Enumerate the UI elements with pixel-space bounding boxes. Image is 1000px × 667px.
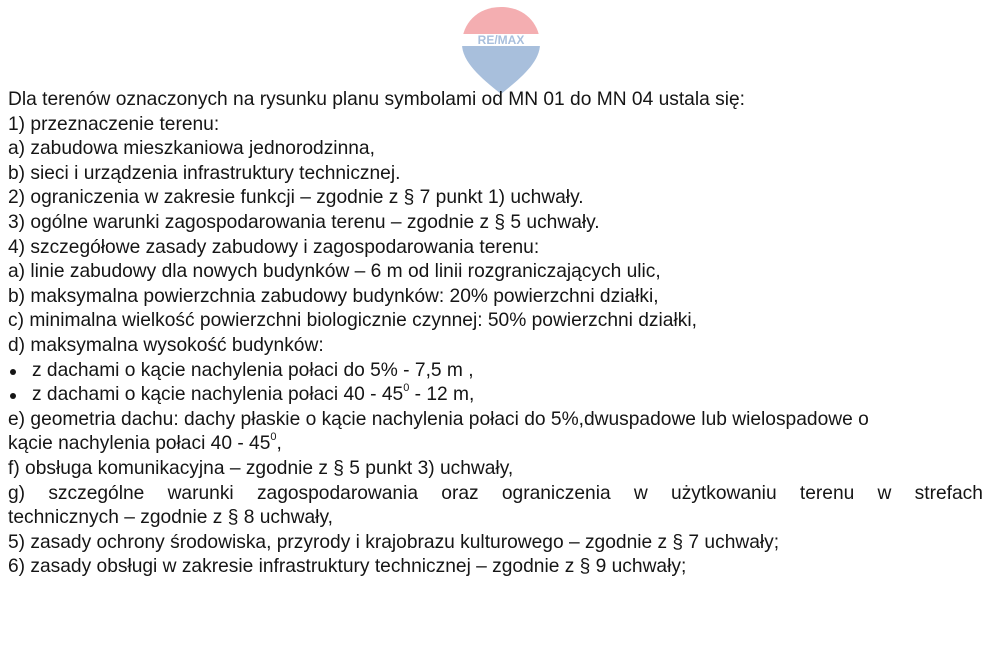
item-4g-word: w [877,482,892,504]
item-4g-word: w [633,482,648,504]
degree-superscript: 0 [403,381,410,394]
item-1b: b) sieci i urządzenia infrastruktury technicznej. [8,162,401,184]
item-5: 5) zasady ochrony środowiska, przyrody i krajobrazu kulturowego – zgodnie z § 7 uchwały; [8,531,780,553]
item-4e-continued [8,432,983,457]
item-4e: e) geometria dachu: dachy płaskie o kącie nachylenia połaci do 5%,dwuspadowe lub wielospadowe o [8,408,869,430]
item-4g-word: ograniczenia [501,482,611,504]
watermark-text: RE/MAX [477,33,525,47]
item-4g-word: warunki [167,482,234,504]
item-3: 3) ogólne warunki zagospodarowania terenu – zgodnie z § 5 uchwały. [8,211,600,233]
item-4e-cont-end: , [276,433,282,455]
bullet-2-text: z dachami o kącie nachylenia połaci 40 - 45 [32,384,404,406]
remax-watermark-logo [459,4,543,96]
item-1a: a) zabudowa mieszkaniowa jednorodzinna, [8,138,375,160]
item-4e-cont-text: kącie nachylenia połaci 40 - 45 [8,433,271,455]
item-4d: d) maksymalna wysokość budynków: [8,334,324,356]
document-body [8,88,983,580]
degree-superscript: 0 [270,430,277,443]
bullet-dot-icon [10,393,16,399]
item-4a: a) linie zabudowy dla nowych budynków – 6 m od linii rozgraniczających ulic, [8,261,661,283]
item-2: 2) ograniczenia w zakresie funkcji – zgodnie z § 7 punkt 1) uchwały. [8,187,584,209]
item-4g-word: użytkowaniu [671,482,777,504]
item-4g-word: oraz [441,482,479,504]
bullet-2-text-end: - 12 m, [409,384,475,406]
item-4g-word: g) [8,482,26,504]
item-4g [8,482,983,507]
intro-line: Dla terenów oznaczonych na rysunku planu symbolami od MN 01 do MN 04 ustala się: [8,89,745,110]
item-4g-word: strefach [914,482,983,504]
bullet-dot-icon [10,369,16,375]
item-4c: c) minimalna wielkość powierzchni biologicznie czynnej: 50% powierzchni działki, [8,310,697,332]
item-1: 1) przeznaczenie terenu: [8,113,220,135]
item-4f: f) obsługa komunikacyjna – zgodnie z § 5 punkt 3) uchwały, [8,457,514,479]
item-4g-continued: technicznych – zgodnie z § 8 uchwały, [8,507,333,529]
item-6: 6) zasady obsługi w zakresie infrastruktury technicznej – zgodnie z § 9 uchwały; [8,556,687,578]
item-4: 4) szczegółowe zasady zabudowy i zagospodarowania terenu: [8,236,540,258]
item-4g-word: szczególne [48,482,145,504]
bullet-item-1 [8,359,983,384]
item-4g-word: zagospodarowania [256,482,419,504]
bullet-item-2 [8,383,983,408]
item-4b: b) maksymalna powierzchnia zabudowy budynków: 20% powierzchni działki, [8,285,659,307]
bullet-1-text: z dachami o kącie nachylenia połaci do 5% - 7,5 m , [32,359,474,381]
item-4g-word: terenu [799,482,855,504]
